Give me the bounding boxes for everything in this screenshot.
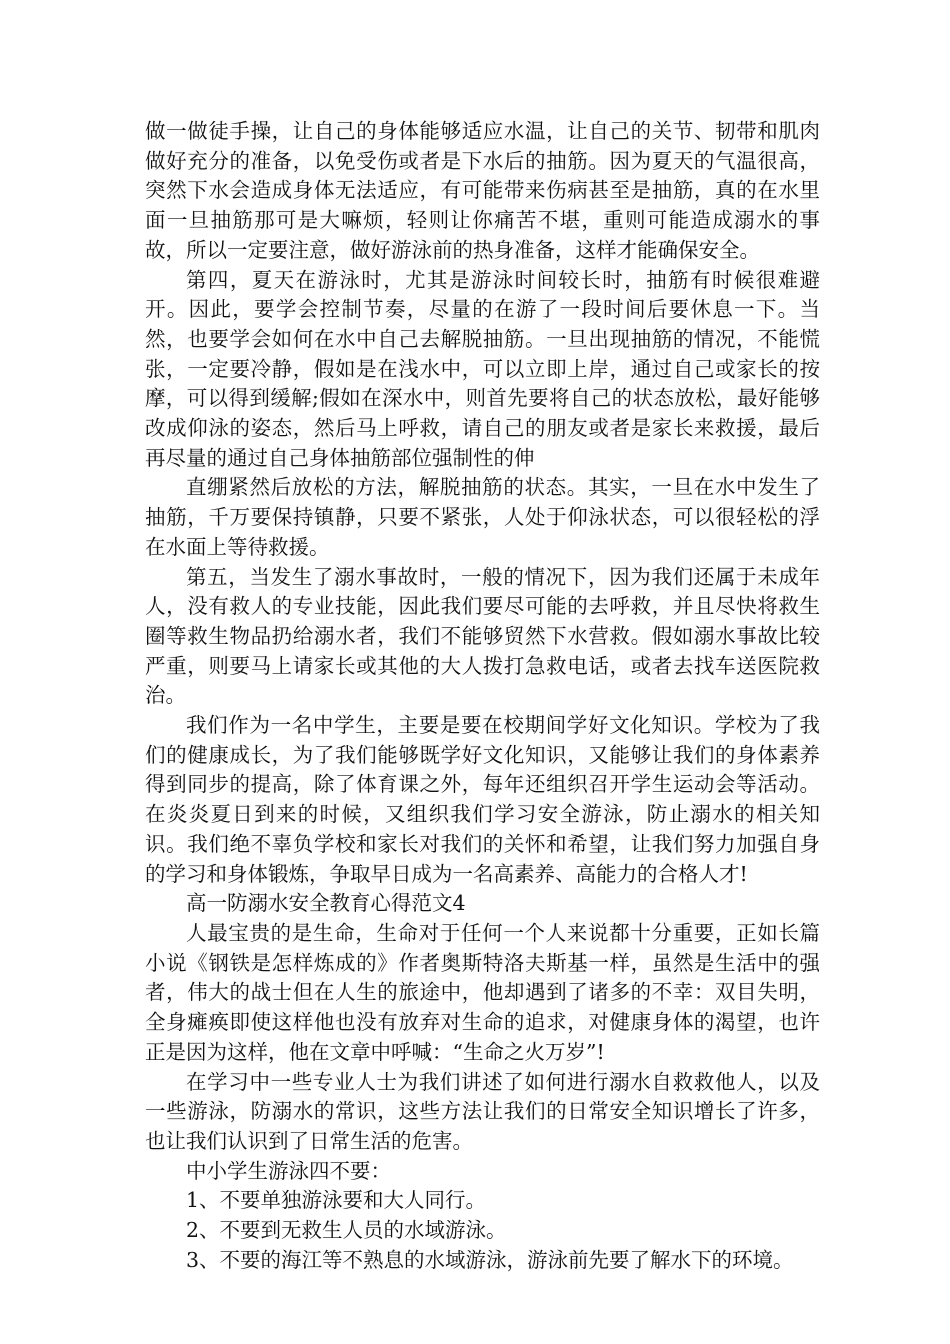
list-heading: 中小学生游泳四不要： [186, 1158, 391, 1183]
paragraph-cramp-handling: 第四，夏天在游泳时，尤其是游泳时间较长时，抽筋有时候很难避开。因此，要学会控制节奏，尽量的在游了一段时间后要休息一下。当然，也要学会如何在水中自己去解脱抽筋。一旦出现抽筋的情况，不能慌张，一定要冷静，假如是在浅水中，可以立即上岸，通过自己或家长的按摩，可以得到缓解;假如在深水中，则首先要将自己的状态放松，最好能够改成仰泳的姿态，然后马上呼救，请自己的朋友或者是家长来救援，最后再尽量的通过自己身体抽筋部位强制性的伸 [145, 267, 820, 470]
paragraph-safety-knowledge: 在学习中一些专业人士为我们讲述了如何进行溺水自救救他人，以及一些游泳，防溺水的常识，这些方法让我们的日常安全知识增长了许多，也让我们认识到了日常生活的危害。 [145, 1069, 820, 1153]
list-item: 2、不要到无救生人员的水域游泳。 [186, 1218, 507, 1243]
paragraph-warmup: 做一做徒手操，让自己的身体能够适应水温，让自己的关节、韧带和肌肉做好充分的准备，以免受伤或者是下水后的抽筋。因为夏天的气温很高，突然下水会造成身体无法适应，有可能带来伤病甚至是抽筋，真的在水里面一旦抽筋那可是大嘛烦，轻则让你痛苦不堪，重则可能造成溺水的事故，所以一定要注意，做好游泳前的热身准备，这样才能确保安全。 [145, 119, 820, 262]
paragraph-value-of-life: 人最宝贵的是生命，生命对于任何一个人来说都十分重要，正如长篇小说《钢铁是怎样炼成的》作者奥斯特洛夫斯基一样，虽然是生活中的强者，伟大的战士但在人生的旅途中，他却遇到了诸多的不幸：双目失明，全身瘫痪即使这样他也没有放弃对生命的追求，对健康身体的渴望，也许正是因为这样，他在文章中呼喊：“生命之火万岁”! [145, 920, 820, 1064]
paragraph-drowning-rescue: 第五，当发生了溺水事故时，一般的情况下，因为我们还属于未成年人，没有救人的专业技能，因此我们要尽可能的去呼救，并且尽快将救生圈等救生物品扔给溺水者，我们不能够贸然下水营救。假如溺水事故比较严重，则要马上请家长或其他的大人拨打急救电话，或者去找车送医院救治。 [145, 564, 820, 708]
section-heading: 高一防溺水安全教育心得范文4 [186, 891, 466, 916]
document-page [145, 117, 820, 1275]
list-item: 1、不要单独游泳要和大人同行。 [186, 1188, 487, 1213]
list-item: 3、不要的海江等不熟息的水域游泳，游泳前先要了解水下的环境。 [186, 1247, 794, 1272]
paragraph-cramp-release: 直绷紧然后放松的方法，解脱抽筋的状态。其实，一旦在水中发生了抽筋，千万要保持镇静，只要不紧张，人处于仰泳状态，可以很轻松的浮在水面上等待救援。 [145, 475, 820, 559]
paragraph-student-duty: 我们作为一名中学生，主要是要在校期间学好文化知识。学校为了我们的健康成长，为了我们能够既学好文化知识，又能够让我们的身体素养得到同步的提高，除了体育课之外，每年还组织召开学生运动会等活动。在炎炎夏日到来的时候，又组织我们学习安全游泳，防止溺水的相关知识。我们绝不辜负学校和家长对我们的关怀和希望，让我们努力加强自身的学习和身体锻炼，争取早日成为一名高素养、高能力的合格人才! [145, 713, 820, 886]
